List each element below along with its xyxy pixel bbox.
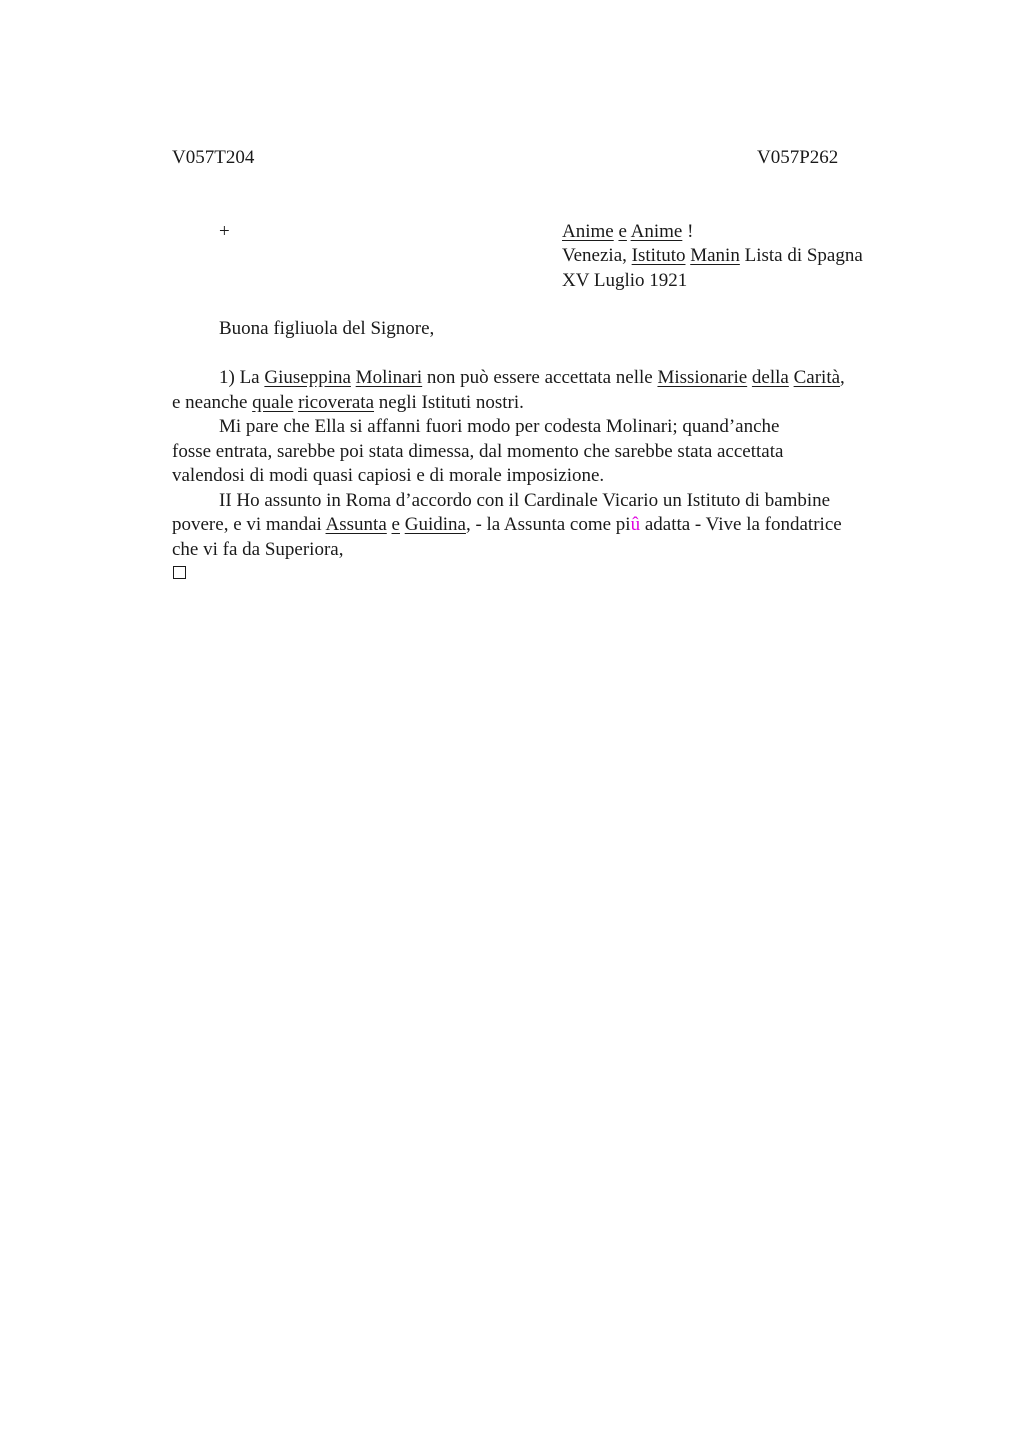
place-rest: Lista di Spagna	[744, 245, 863, 266]
document-code-left: V057T204	[172, 147, 255, 168]
text-span: adatta - Vive la fondatrice	[640, 514, 842, 535]
body-line	[219, 366, 845, 390]
underlined-word: Molinari	[355, 367, 423, 388]
motto-word: e	[618, 221, 627, 242]
text-span: non può essere accettata nelle	[426, 367, 653, 388]
motto-word: Anime	[630, 221, 683, 242]
underlined-word: e	[391, 514, 400, 535]
place-word: Istituto	[631, 245, 686, 266]
underlined-word: ricoverata	[298, 392, 375, 413]
body-line: che vi fa da Superiora,	[172, 539, 344, 560]
text-span: 1) La	[219, 367, 260, 388]
underlined-word: Assunta	[325, 514, 387, 535]
cross-symbol: +	[219, 221, 230, 242]
empty-box-icon	[173, 566, 186, 579]
underlined-word: Guidina	[404, 514, 466, 535]
underlined-word: quale	[252, 392, 294, 413]
body-line	[172, 513, 842, 537]
body-line	[172, 391, 524, 415]
underlined-word: Giuseppina	[264, 367, 351, 388]
place-line	[562, 244, 863, 268]
body-line: valendosi di modi quasi capiosi e di morale imposizione.	[172, 465, 605, 486]
motto-word: Anime	[562, 221, 614, 242]
date-line: XV Luglio 1921	[562, 270, 688, 291]
highlighted-char: û	[630, 514, 641, 535]
motto-line	[562, 220, 693, 244]
body-line: II Ho assunto in Roma d’accordo con il Cardinale Vicario un Istituto di bambine	[219, 490, 831, 511]
underlined-word: Carità	[793, 367, 841, 388]
underlined-word: della	[751, 367, 789, 388]
text-span: povere, e vi mandai	[172, 514, 322, 535]
place-word: Manin	[690, 245, 740, 266]
document-code-right: V057P262	[757, 147, 839, 168]
text-span: , - la Assunta come pi	[465, 514, 631, 535]
motto-punctuation: !	[687, 221, 694, 242]
body-line: fosse entrata, sarebbe poi stata dimessa, dal momento che sarebbe stata accettata	[172, 441, 784, 462]
text-span: ,	[840, 367, 845, 388]
underlined-word: Missionarie	[657, 367, 748, 388]
greeting: Buona figliuola del Signore,	[219, 318, 435, 339]
place-city: Venezia,	[562, 245, 627, 266]
text-span: negli Istituti nostri.	[378, 392, 524, 413]
body-line: Mi pare che Ella si affanni fuori modo per codesta Molinari; quand’anche	[219, 416, 780, 437]
text-span: e neanche	[172, 392, 248, 413]
